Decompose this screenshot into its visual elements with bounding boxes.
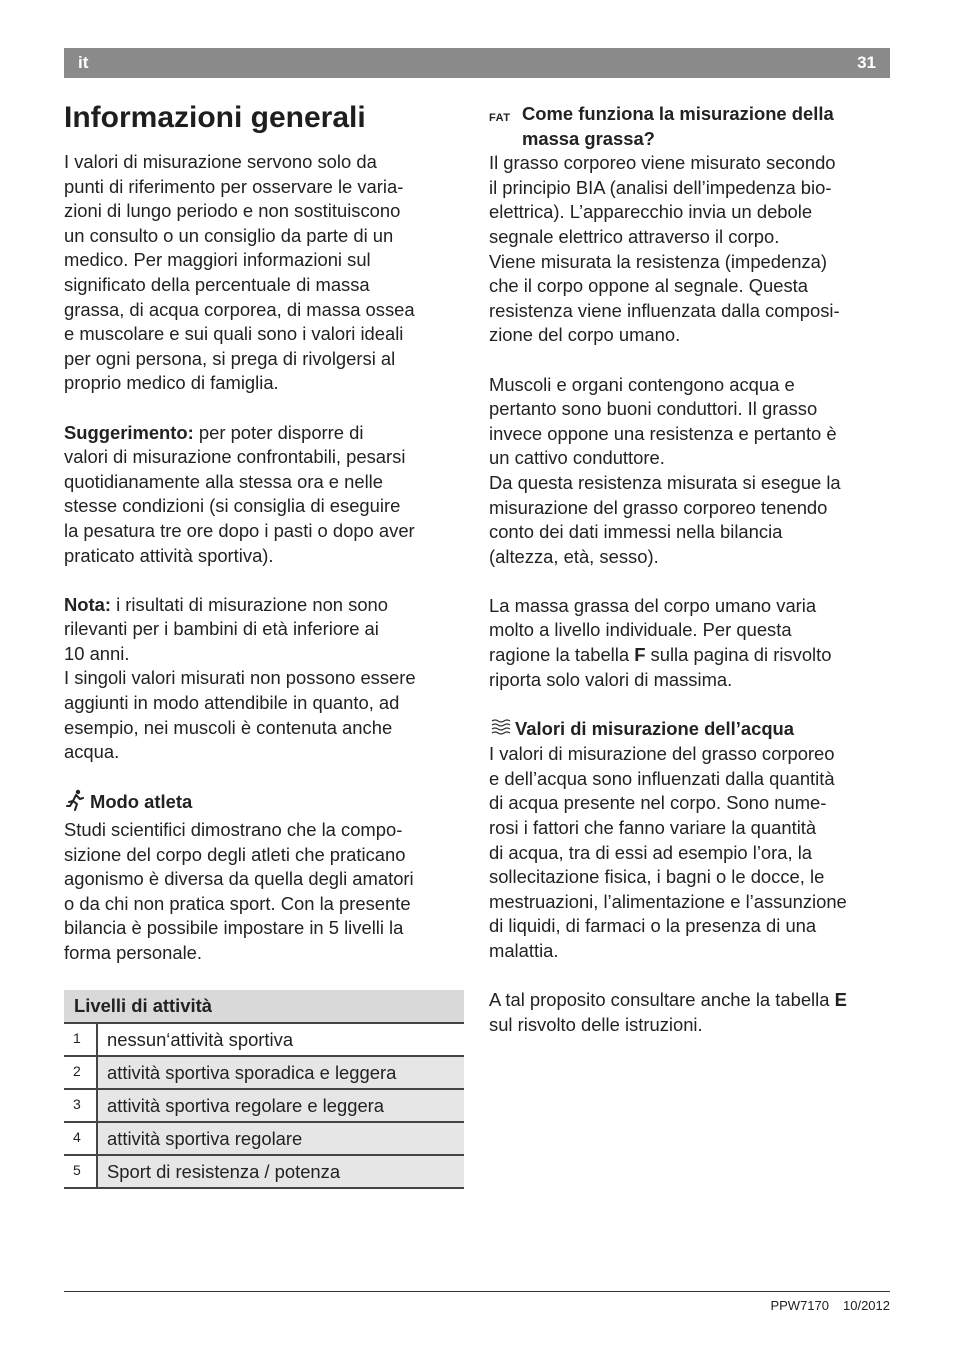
table-row: 5 Sport di resistenza / potenza (64, 1155, 464, 1188)
table-row: 4 attività sportiva regolare (64, 1122, 464, 1155)
table-row: 1 nessun‘attività sportiva (64, 1023, 464, 1056)
tip-paragraph: Suggerimento: per poter disporre di valori di misurazione confrontabili, pesarsi quotidianamente alla stessa ora e nelle stesse condizioni (si consiglia di eseguire la pesatura tre ore dopo i pasti o dopo aver praticato attività sportiva). (64, 421, 415, 566)
running-person-icon (64, 789, 90, 818)
language-label: it (78, 53, 89, 72)
table-header: Livelli di attività (64, 990, 464, 1023)
footer-divider (64, 1291, 890, 1292)
note-paragraph: Nota: i risultati di misurazione non sono rilevanti per i bambini di età inferiore ai 10 anni. I singoli valori misurati non possono essere aggiunti in modo attendibile in quanto, ad esempio, nei muscoli è contenuta anche acqua. (64, 593, 416, 763)
fat-paragraph-3: La massa grassa del corpo umano varia molto a livello individuale. Per questa ragione la tabella F sulla pagina di risvolto riporta solo valori di massima. (489, 594, 832, 690)
table-row: 2 attività sportiva sporadica e leggera (64, 1056, 464, 1089)
footer-model: PPW7170 (770, 1298, 829, 1313)
water-heading: Valori di misurazione dell’acqua (489, 717, 891, 742)
athlete-heading: Modo atleta (64, 789, 464, 818)
intro-paragraph: I valori di misurazione servono solo da punti di riferimento per osservare le varia- zioni di lungo periodo e non sostituiscono un consulto o un consiglio da parte di un medico. Per maggiori informazioni sul significato della percentuale di massa grassa, di acqua corporea, di massa ossea e muscolare e sui quali sono i valori ideali per ogni persona, si prega di rivolgersi al proprio medico di famiglia. (64, 151, 415, 394)
page-header-bar (64, 48, 890, 78)
activity-levels-table (64, 990, 464, 1189)
page-title: Informazioni generali (64, 101, 366, 134)
note-label: Nota: (64, 593, 111, 615)
right-column (489, 102, 891, 1037)
footer-date: 10/2012 (843, 1298, 890, 1313)
water-paragraph-2: A tal proposito consultare anche la tabella E sul risvolto delle istruzioni. (489, 989, 847, 1035)
left-column (64, 100, 464, 966)
tip-label: Suggerimento: (64, 421, 194, 443)
fat-paragraph-1: Il grasso corporeo viene misurato secondo il principio BIA (analisi dell’impedenza bio- elettrica). L’apparecchio invia un debole segnale elettrico attraverso il corpo. Viene misurata la resistenza (impedenza) che il corpo oppone al segnale. Questa resistenza viene influenzata dalla composi- zione del corpo umano. (489, 152, 840, 346)
footer (770, 1298, 890, 1313)
table-row: 3 attività sportiva regolare e leggera (64, 1089, 464, 1122)
athlete-paragraph: Studi scientifici dimostrano che la compo- sizione del corpo degli atleti che praticano agonismo è diversa da quella degli amatori o da chi non pratica sport. Con la presente bilancia è possibile impostare in 5 livelli la forma personale. (64, 819, 414, 963)
fat-tag: FAT (489, 112, 511, 124)
water-waves-icon (489, 718, 515, 743)
water-paragraph-1: I valori di misurazione del grasso corporeo e dell’acqua sono influenzati dalla quantità di acqua presente nel corpo. Sono nume- rosi i fattori che fanno variare la quantità di acqua, tra di essi ad esempio l’ora, la sollecitazione fisica, i bagni o le docce, le mestruazioni, l’alimentazione e l’assunzione di liquidi, di farmaci o la presenza di una malattia. (489, 743, 847, 962)
fat-heading: FAT Come funziona la misurazione della massa grassa? (489, 103, 834, 149)
page-number: 31 (857, 53, 876, 72)
fat-paragraph-2: Muscoli e organi contengono acqua e pertanto sono buoni conduttori. Il grasso invece oppone una resistenza e pertanto è un cattivo conduttore. Da questa resistenza misurata si esegue la misurazione del grasso corporeo tenendo conto dei dati immessi nella bilancia (altezza, età, sesso). (489, 373, 841, 567)
